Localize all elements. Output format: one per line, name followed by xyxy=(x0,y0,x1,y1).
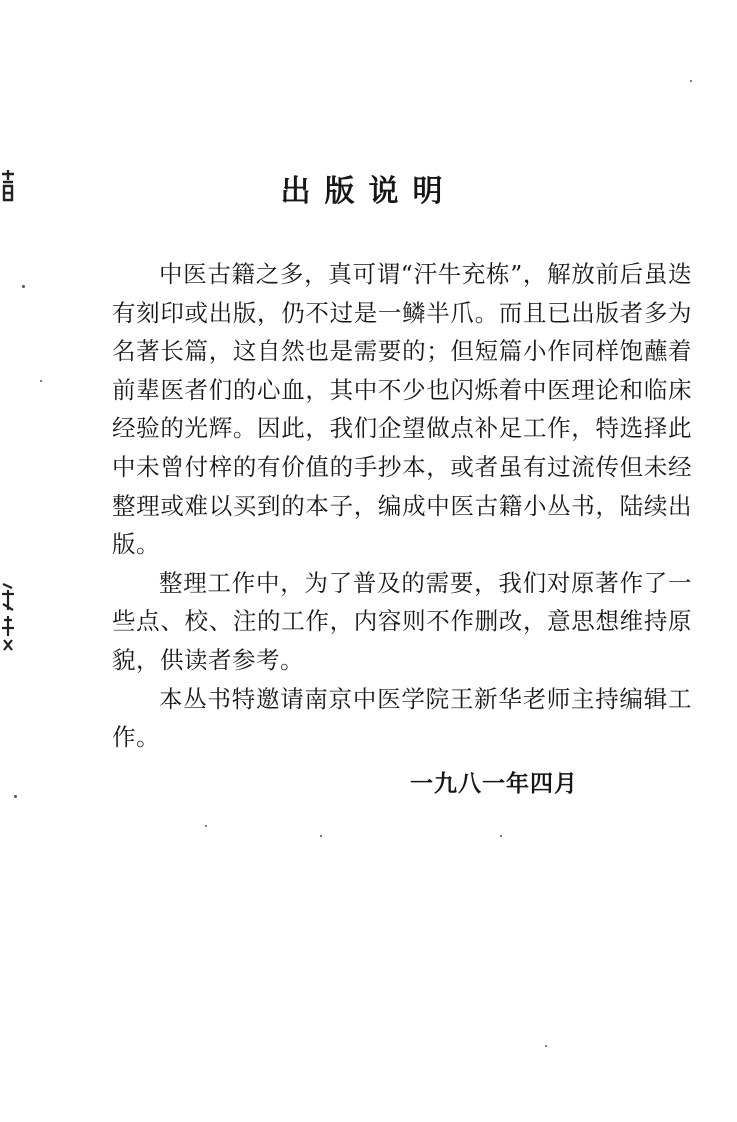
scan-speck xyxy=(205,825,207,827)
publication-date: 一九八一年四月 xyxy=(410,770,578,797)
scan-speck xyxy=(500,835,502,837)
scan-speck xyxy=(545,1045,547,1047)
paragraph: 本丛书特邀请南京中医学院王新华老师主持编辑工作。 xyxy=(112,684,692,752)
scan-speck xyxy=(690,80,692,82)
scan-speck xyxy=(40,380,42,382)
paragraph: 中医古籍之多，真可谓“汗牛充栋”，解放前后虽迭有刻印或出版，仍不过是一鳞半爪。而且已出版者多为名著长篇，这自然也是需要的；但短篇小作同样饱蘸着前辈医者们的心血，其中不少也闪烁着中医理论和临床经验的光辉。因此，我们企望做点补足工作，特选择此中未曾付梓的有价值的手抄本，或者虽有过流传但未经整理或难以买到的本子，编成中医古籍小丛书，陆续出版。 xyxy=(112,260,692,559)
page-title: 出版说明 xyxy=(280,174,457,210)
body-text xyxy=(112,255,692,757)
paragraph: 整理工作中，为了普及的需要，我们对原著作了一些点、校、注的工作，内容则不作删改，意思想维持原貌，供读者参考。 xyxy=(112,568,692,674)
scan-speck xyxy=(320,835,322,837)
scan-edge-fragment xyxy=(0,580,16,660)
scan-speck xyxy=(22,285,25,288)
scan-speck xyxy=(14,795,17,798)
